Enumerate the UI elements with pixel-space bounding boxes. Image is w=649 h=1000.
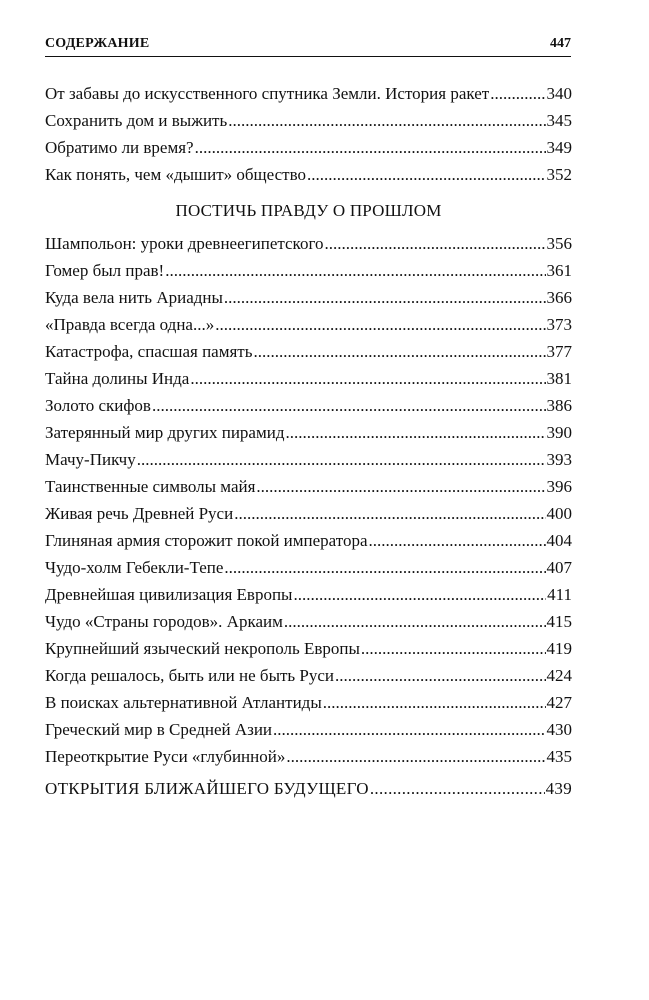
toc-entry	[45, 716, 572, 743]
toc-entry-title: В поисках альтернативной Атлантиды	[45, 693, 322, 712]
toc-entry-title: Чудо «Страны городов». Аркаим	[45, 612, 283, 631]
toc-entry	[45, 230, 572, 257]
toc-major-entry	[45, 775, 572, 802]
dot-leader	[137, 446, 546, 473]
dot-leader	[256, 473, 545, 500]
dot-leader	[323, 689, 546, 716]
dot-leader	[254, 338, 546, 365]
dot-leader	[215, 311, 545, 338]
dot-leader	[307, 161, 545, 188]
toc-entry-title: Гомер был прав!	[45, 261, 165, 280]
toc-entry-title: Катастрофа, спасшая память	[45, 342, 253, 361]
toc-entry-page: 366	[546, 288, 572, 307]
toc-entry-page: 419	[546, 639, 572, 658]
toc-entry-title: ОТКРЫТИЯ БЛИЖАЙШЕГО БУДУЩЕГО	[45, 779, 369, 798]
dot-leader	[224, 284, 546, 311]
toc-entry-title: «Правда всегда одна...»	[45, 315, 215, 334]
table-of-contents	[45, 80, 572, 802]
dot-leader	[273, 716, 545, 743]
toc-entry	[45, 662, 572, 689]
toc-entry	[45, 107, 572, 134]
toc-entry	[45, 80, 572, 107]
toc-entry-page: 349	[546, 138, 572, 157]
toc-entry-page: 361	[546, 261, 572, 280]
dot-leader	[195, 134, 546, 161]
dot-leader	[361, 635, 546, 662]
toc-entry	[45, 134, 572, 161]
section-heading: ПОСТИЧЬ ПРАВДУ О ПРОШЛОМ	[175, 201, 442, 220]
toc-entry	[45, 635, 572, 662]
toc-entry-page: 390	[546, 423, 572, 442]
toc-entry	[45, 581, 572, 608]
toc-entry-page: 393	[546, 450, 572, 469]
toc-entry	[45, 161, 572, 188]
toc-entry-page: 381	[546, 369, 572, 388]
toc-entry	[45, 365, 572, 392]
toc-entry-title: Как понять, чем «дышит» общество	[45, 165, 307, 184]
toc-entry	[45, 689, 572, 716]
header-rule	[45, 56, 571, 57]
toc-entry	[45, 554, 572, 581]
toc-entry-page: 352	[546, 165, 572, 184]
dot-leader	[228, 107, 545, 134]
toc-entry	[45, 743, 572, 770]
toc-entry-title: От забавы до искусственного спутника Земли. История ракет	[45, 84, 490, 103]
dot-leader	[224, 554, 545, 581]
toc-entry-title: Глиняная армия сторожит покой императора	[45, 531, 368, 550]
toc-entry	[45, 527, 572, 554]
toc-entry-title: Шампольон: уроки древнеегипетского	[45, 234, 324, 253]
toc-entry-page: 427	[546, 693, 572, 712]
toc-entry-title: Чудо-холм Гебекли-Тепе	[45, 558, 224, 577]
toc-entry-page: 377	[546, 342, 572, 361]
toc-entry-page: 435	[546, 747, 572, 766]
toc-entry-title: Греческий мир в Средней Азии	[45, 720, 273, 739]
toc-entry	[45, 446, 572, 473]
dot-leader	[190, 365, 545, 392]
toc-entry-page: 386	[546, 396, 572, 415]
toc-entry-page: 373	[546, 315, 572, 334]
running-title: СОДЕРЖАНИЕ	[45, 36, 150, 51]
toc-entry	[45, 284, 572, 311]
toc-entry-title: Таинственные символы майя	[45, 477, 256, 496]
toc-entry-page: 404	[546, 531, 572, 550]
toc-entry-title: Затерянный мир других пирамид	[45, 423, 285, 442]
dot-leader	[152, 392, 546, 419]
toc-entry-title: Крупнейший языческий некрополь Европы	[45, 639, 360, 658]
dot-leader	[370, 775, 545, 802]
toc-entry-page: 415	[546, 612, 572, 631]
toc-entry-page: 400	[546, 504, 572, 523]
page-number: 447	[550, 36, 571, 51]
dot-leader	[325, 230, 546, 257]
dot-leader	[165, 257, 545, 284]
dot-leader	[335, 662, 545, 689]
toc-entry-page: 439	[545, 779, 572, 798]
dot-leader	[293, 581, 546, 608]
dot-leader	[369, 527, 546, 554]
dot-leader	[234, 500, 545, 527]
toc-entry-page: 396	[546, 477, 572, 496]
toc-entry	[45, 392, 572, 419]
toc-entry	[45, 338, 572, 365]
running-header	[45, 36, 571, 56]
toc-entry-title: Мачу-Пикчу	[45, 450, 136, 469]
toc-entry-title: Тайна долины Инда	[45, 369, 190, 388]
toc-entry-title: Сохранить дом и выжить	[45, 111, 228, 130]
dot-leader	[285, 419, 545, 446]
toc-entry-title: Золото скифов	[45, 396, 151, 415]
toc-entry	[45, 608, 572, 635]
toc-entry-title: Куда вела нить Ариадны	[45, 288, 223, 307]
toc-entry	[45, 311, 572, 338]
toc-entry-page: 356	[546, 234, 572, 253]
toc-entry-page: 430	[546, 720, 572, 739]
dot-leader	[286, 743, 545, 770]
dot-leader	[284, 608, 546, 635]
dot-leader	[490, 80, 545, 107]
toc-entry	[45, 257, 572, 284]
toc-entry-page: 407	[546, 558, 572, 577]
toc-entry-title: Когда решалось, быть или не быть Руси	[45, 666, 335, 685]
toc-entry-page: 411	[547, 585, 572, 604]
toc-entry-title: Переоткрытие Руси «глубинной»	[45, 747, 286, 766]
toc-entry-page: 424	[546, 666, 572, 685]
toc-entry	[45, 500, 572, 527]
toc-entry	[45, 419, 572, 446]
toc-entry-title: Обратимо ли время?	[45, 138, 194, 157]
toc-entry-title: Древнейшая цивилизация Европы	[45, 585, 293, 604]
toc-entry	[45, 473, 572, 500]
toc-entry-page: 340	[546, 84, 572, 103]
toc-entry-title: Живая речь Древней Руси	[45, 504, 234, 523]
toc-entry-page: 345	[546, 111, 572, 130]
